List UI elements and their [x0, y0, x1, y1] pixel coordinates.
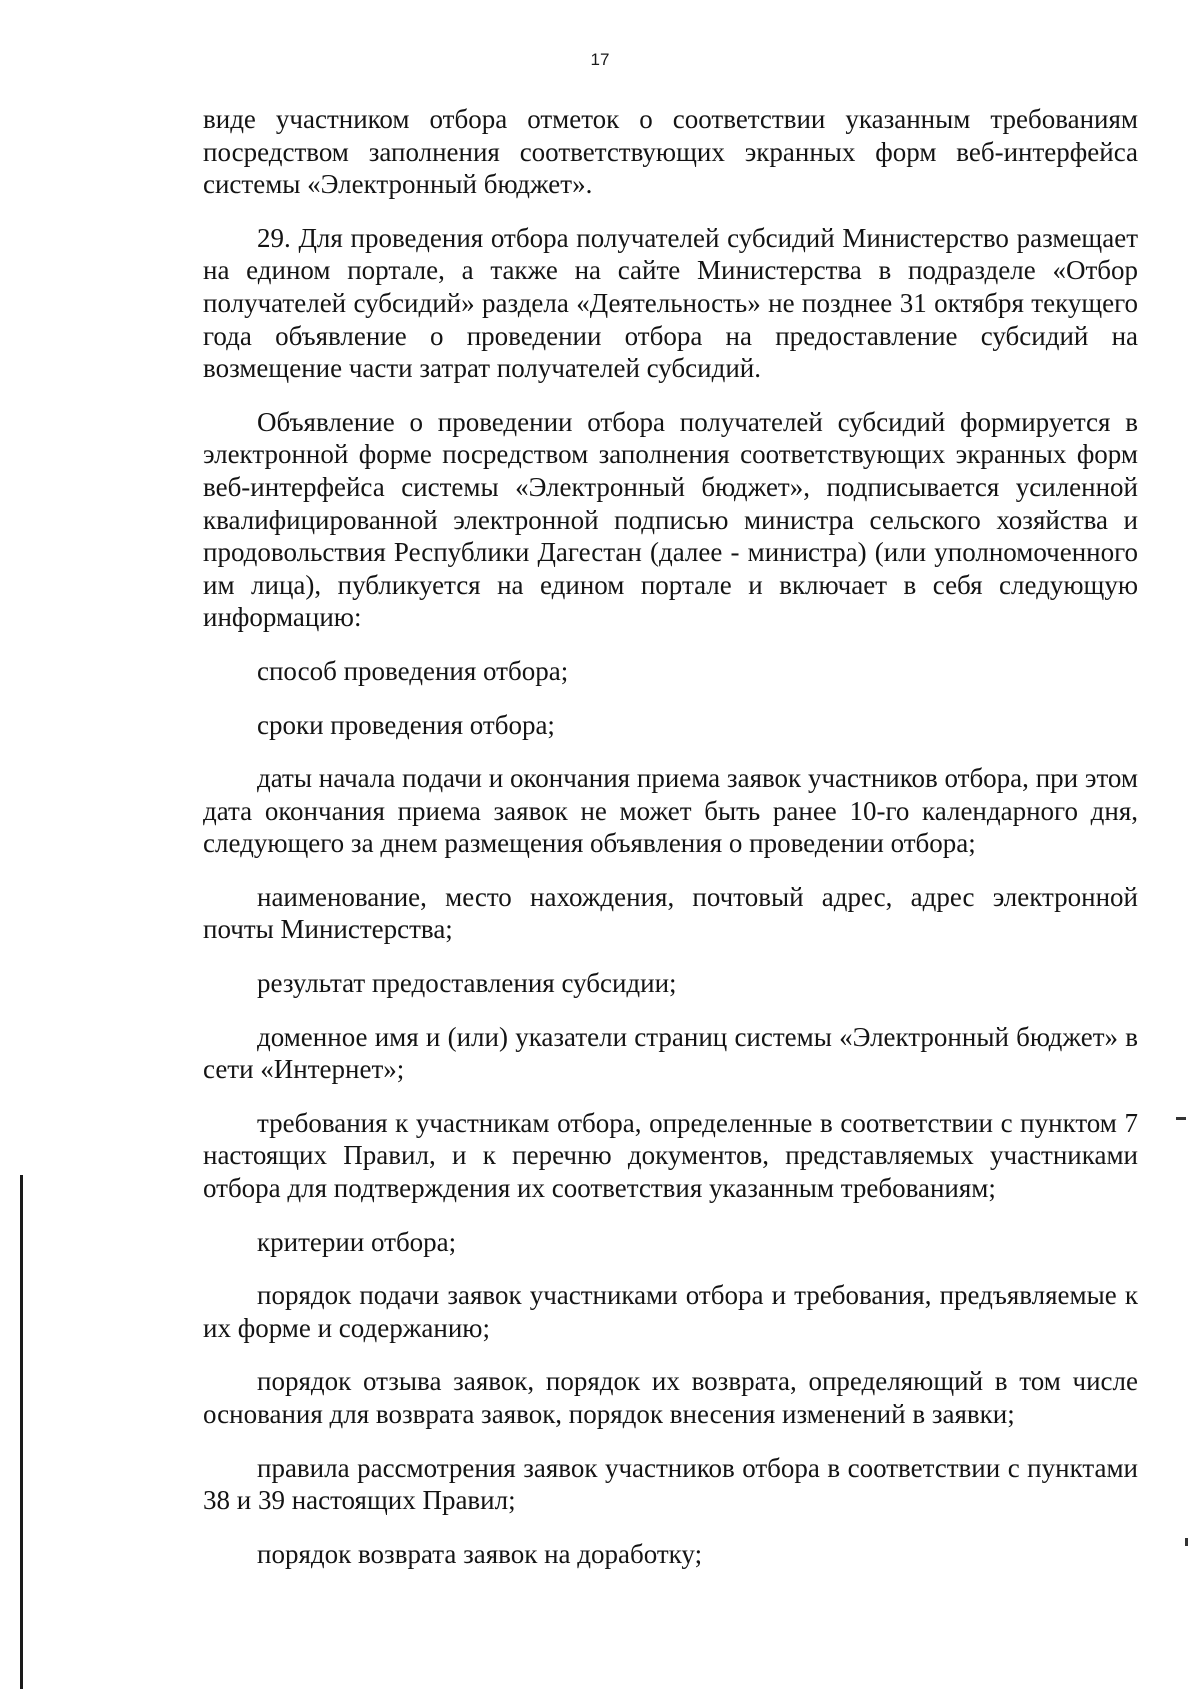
- list-item: даты начала подачи и окончания приема заявок участников отбора, при этом дата окончания приема заявок не может быть ранее 10-го календарного дня, следующего за днем размещения объявления о проведении отбора;: [203, 763, 1138, 859]
- paragraph-item-29: 29. Для проведения отбора получателей субсидий Министерство размещает на едином портале, а также на сайте Министерства в подразделе «Отбор получателей субсидий» раздела «Деятельность» не позднее 31 октября текущего года объявление о проведении отбора на предоставление субсидий на возмещение части затрат получателей субсидий.: [203, 222, 1138, 384]
- scan-edge-line: [20, 1175, 23, 1689]
- list-item: доменное имя и (или) указатели страниц системы «Электронный бюджет» в сети «Интернет»;: [203, 1021, 1138, 1085]
- paragraph-continuation: виде участником отбора отметок о соответствии указанным требованиям посредством заполнения соответствующих экранных форм веб-интерфейса системы «Электронный бюджет».: [203, 104, 1138, 200]
- list-item: порядок отзыва заявок, порядок их возврата, определяющий в том числе основания для возврата заявок, порядок внесения изменений в заявки;: [203, 1366, 1138, 1429]
- list-item: наименование, место нахождения, почтовый адрес, адрес электронной почты Министерства;: [203, 881, 1138, 945]
- list-item: способ проведения отбора;: [257, 655, 569, 686]
- page-number: 17: [590, 50, 610, 69]
- scan-speck: [1176, 1117, 1186, 1120]
- scan-speck: [1185, 1538, 1188, 1546]
- list-item: порядок возврата заявок на доработку;: [257, 1538, 703, 1569]
- list-item: порядок подачи заявок участниками отбора и требования, предъявляемые к их форме и содержанию;: [203, 1280, 1138, 1343]
- list-item: требования к участникам отбора, определенные в соответствии с пунктом 7 настоящих Правил, и к перечню документов, представляемых участниками отбора для подтверждения их соответствия указанным требованиям;: [203, 1107, 1138, 1204]
- list-item: сроки проведения отбора;: [257, 709, 555, 740]
- document-body: [203, 103, 1138, 1591]
- list-item: критерии отбора;: [257, 1226, 457, 1257]
- list-item: результат предоставления субсидии;: [257, 968, 677, 999]
- list-item: правила рассмотрения заявок участников отбора в соответствии с пунктами 38 и 39 настоящих Правил;: [203, 1452, 1138, 1516]
- paragraph-announcement: Объявление о проведении отбора получателей субсидий формируется в электронной форме посредством заполнения соответствующих экранных форм веб-интерфейса системы «Электронный бюджет», подписывается усиленной квалифицированной электронной подписью министра сельского хозяйства и продовольствия Республики Дагестан (далее - министра) (или уполномоченного им лица), публикуется на едином портале и включает в себя следующую информацию:: [203, 406, 1138, 633]
